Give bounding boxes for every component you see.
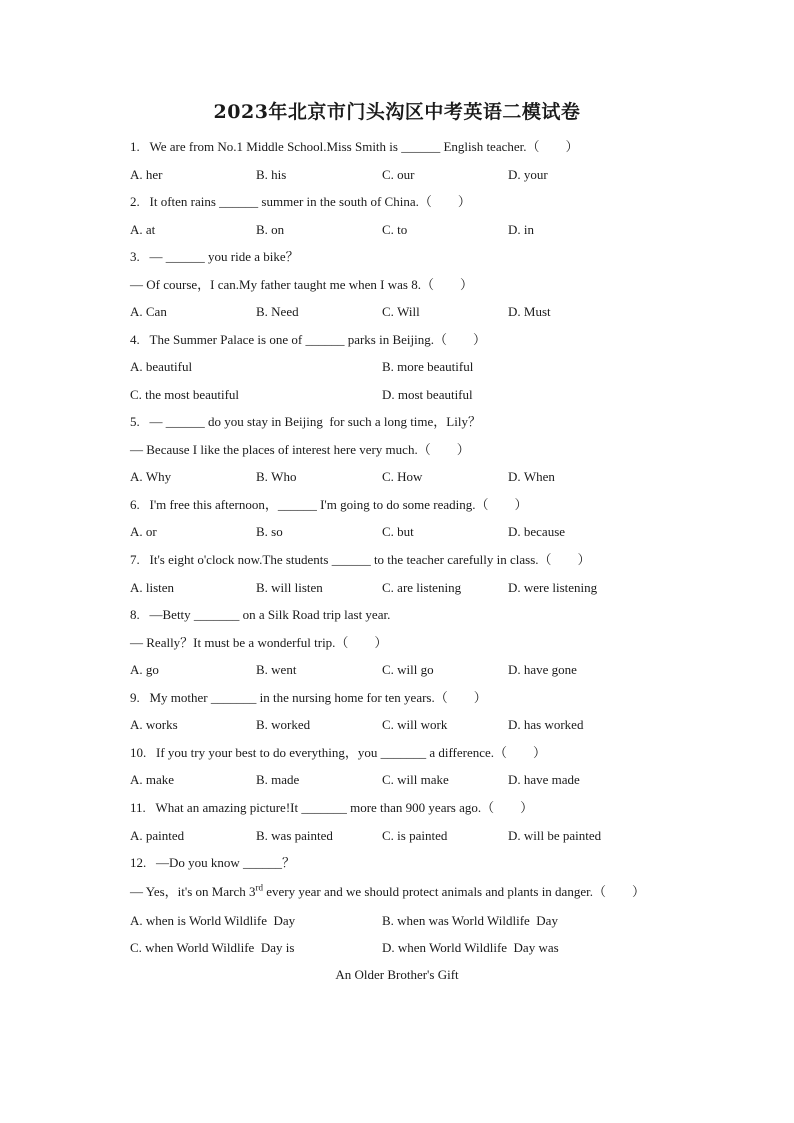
q8-option-c[interactable]: C. will go <box>382 662 434 677</box>
ordinal-superscript: rd <box>255 882 263 893</box>
q1-option-b[interactable]: B. his <box>256 167 287 182</box>
page-title: 2023年北京市门头沟区中考英语二模试卷 <box>213 101 581 123</box>
q12-option-b[interactable]: B. when was World Wildlife Day <box>382 913 558 928</box>
q1-option-c[interactable]: C. our <box>382 167 415 182</box>
question-5-stem: 5. — ______ do you stay in Beijing for such a long time，Lily？ <box>130 414 481 429</box>
q12-option-d[interactable]: D. when World Wildlife Day was <box>382 940 559 955</box>
q2-option-b[interactable]: B. on <box>256 222 285 237</box>
question-11-stem: 11. What an amazing picture!It _______ more than 900 years ago.（ ） <box>130 800 534 815</box>
q9-option-d[interactable]: D. has worked <box>508 717 584 732</box>
q4-option-c[interactable]: C. the most beautiful <box>130 387 240 402</box>
reading-section-title: An Older Brother's Gift <box>335 967 459 982</box>
question-12-reply <box>130 884 645 900</box>
reply-text-end: every year and we should protect animals and plants in danger.（ ） <box>263 884 645 899</box>
q3-option-a[interactable]: A. Can <box>130 304 167 319</box>
q8-option-d[interactable]: D. have gone <box>508 662 577 677</box>
q2-option-d[interactable]: D. in <box>508 222 534 237</box>
q3-option-b[interactable]: B. Need <box>256 304 299 319</box>
q6-option-c[interactable]: C. but <box>382 524 414 539</box>
q2-option-c[interactable]: C. to <box>382 222 408 237</box>
q5-option-a[interactable]: A. Why <box>130 469 172 484</box>
question-3-stem: 3. — ______ you ride a bike？ <box>130 249 299 264</box>
question-4-stem: 4. The Summer Palace is one of ______ parks in Beijing.（ ） <box>130 332 487 347</box>
q11-option-b[interactable]: B. was painted <box>256 828 333 843</box>
question-1-stem: 1. We are from No.1 Middle School.Miss Smith is ______ English teacher.（ ） <box>130 139 579 154</box>
question-10-stem: 10. If you try your best to do everything，you _______ a difference.（ ） <box>130 745 547 760</box>
q10-option-b[interactable]: B. made <box>256 772 300 787</box>
q4-option-b[interactable]: B. more beautiful <box>382 359 474 374</box>
question-7-stem: 7. It's eight o'clock now.The students ______ to the teacher carefully in class.（ ） <box>130 552 591 567</box>
q7-option-a[interactable]: A. listen <box>130 580 175 595</box>
q9-option-a[interactable]: A. works <box>130 717 178 732</box>
q8-option-b[interactable]: B. went <box>256 662 297 677</box>
q2-option-a[interactable]: A. at <box>130 222 156 237</box>
q8-option-a[interactable]: A. go <box>130 662 159 677</box>
q11-option-c[interactable]: C. is painted <box>382 828 448 843</box>
q3-option-c[interactable]: C. Will <box>382 304 420 319</box>
q7-option-c[interactable]: C. are listening <box>382 580 462 595</box>
q1-option-a[interactable]: A. her <box>130 167 163 182</box>
q5-option-c[interactable]: C. How <box>382 469 423 484</box>
q3-option-d[interactable]: D. Must <box>508 304 551 319</box>
q12-option-c[interactable]: C. when World Wildlife Day is <box>130 940 295 955</box>
q5-option-d[interactable]: D. When <box>508 469 555 484</box>
question-2-stem: 2. It often rains ______ summer in the south of China.（ ） <box>130 194 471 209</box>
question-5-reply: — Because I like the places of interest here very much.（ ） <box>130 442 470 457</box>
q12-option-a[interactable]: A. when is World Wildlife Day <box>130 913 296 928</box>
question-6-stem: 6. I'm free this afternoon，______ I'm going to do some reading.（ ） <box>130 497 528 512</box>
q11-option-d[interactable]: D. will be painted <box>508 828 602 843</box>
q10-option-d[interactable]: D. have made <box>508 772 580 787</box>
q6-option-d[interactable]: D. because <box>508 524 566 539</box>
q4-option-d[interactable]: D. most beautiful <box>382 387 473 402</box>
q7-option-d[interactable]: D. were listening <box>508 580 598 595</box>
question-8-stem: 8. —Betty _______ on a Silk Road trip last year. <box>130 607 391 622</box>
q1-option-d[interactable]: D. your <box>508 167 548 182</box>
question-12-stem: 12. —Do you know ______？ <box>130 855 296 870</box>
q6-option-a[interactable]: A. or <box>130 524 157 539</box>
q9-option-c[interactable]: C. will work <box>382 717 448 732</box>
q6-option-b[interactable]: B. so <box>256 524 283 539</box>
question-9-stem: 9. My mother _______ in the nursing home for ten years.（ ） <box>130 690 487 705</box>
question-3-reply: — Of course，I can.My father taught me when I was 8.（ ） <box>130 277 473 292</box>
q4-option-a[interactable]: A. beautiful <box>130 359 193 374</box>
q5-option-b[interactable]: B. Who <box>256 469 297 484</box>
q9-option-b[interactable]: B. worked <box>256 717 311 732</box>
q7-option-b[interactable]: B. will listen <box>256 580 323 595</box>
q11-option-a[interactable]: A. painted <box>130 828 185 843</box>
reply-text-start: — Yes，it's on March 3 <box>130 884 256 899</box>
question-8-reply: — Really？It must be a wonderful trip.（ ） <box>130 635 388 650</box>
q10-option-c[interactable]: C. will make <box>382 772 449 787</box>
q10-option-a[interactable]: A. make <box>130 772 175 787</box>
